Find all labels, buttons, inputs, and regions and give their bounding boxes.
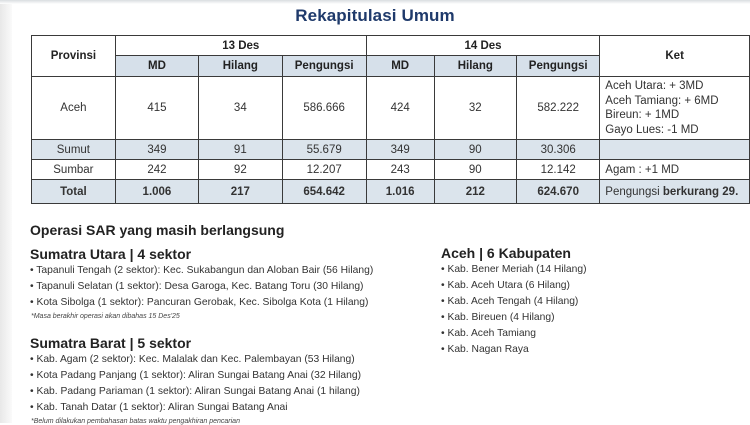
cell-total-label: Total [32, 180, 116, 204]
list-item: • Kab. Bireuen (4 Hilang) [441, 312, 555, 323]
list-item: • Kota Padang Panjang (1 sektor): Aliran Sungai Batang Anai (32 Hilang) [30, 370, 362, 381]
ket-line: Aceh Tamiang: + 6MD [605, 94, 719, 107]
cell-hilang-14: 32 [434, 77, 517, 140]
cell-md-14: 349 [366, 140, 434, 160]
list-item: • Kota Sibolga (1 sektor): Pancuran Gerobak, Kec. Sibolga Kota (1 Hilang) [30, 297, 369, 308]
header-ket: Ket [600, 36, 750, 77]
cell-provinsi: Aceh [32, 77, 116, 140]
cell-hilang-14: 90 [434, 140, 517, 160]
sar-heading: Operasi SAR yang masih berlangsung [30, 222, 285, 238]
list-item: • Tapanuli Selatan (1 sektor): Desa Garoga, Kec. Batang Toru (30 Hilang) [30, 281, 364, 292]
cell-hilang-14: 90 [434, 160, 517, 180]
header-pengungsi-14: Pengungsi [517, 56, 600, 77]
list-item: • Kab. Bener Meriah (14 Hilang) [441, 264, 587, 275]
sumbar-note: *Belum dilakukan pembahasan batas waktu pengakhiran pencarian [31, 418, 240, 425]
page-left-edge [0, 0, 12, 423]
table-row-sumbar [32, 160, 750, 180]
list-item: • Kab. Agam (2 sektor): Kec. Malalak dan Kec. Palembayan (53 Hilang) [30, 354, 355, 365]
ket-bold: berkurang 29. [662, 185, 739, 198]
page-top-edge [0, 0, 750, 4]
table-row-sumut [32, 140, 750, 160]
cell-md-13: 349 [115, 140, 198, 160]
header-md-14: MD [366, 56, 434, 77]
ket-line: Bireun: + 1MD [605, 109, 680, 121]
cell-hilang-13: 91 [199, 140, 282, 160]
header-md-13: MD [115, 56, 198, 77]
aceh-heading: Aceh | 6 Kabupaten [441, 245, 571, 261]
cell-total-pengungsi-13: 654.642 [282, 180, 366, 204]
header-date-13: 13 Des [115, 36, 366, 56]
list-item: • Kab. Aceh Utara (6 Hilang) [441, 280, 570, 291]
sumut-heading: Sumatra Utara | 4 sektor [30, 246, 192, 262]
ket-line: Aceh Utara: + 3MD [605, 80, 704, 92]
cell-provinsi: Sumut [32, 140, 116, 160]
list-item: • Kab. Padang Pariaman (1 sektor): Aliran Sungai Batang Anai (1 hilang) [30, 386, 360, 397]
cell-pengungsi-13: 55.679 [282, 140, 366, 160]
header-hilang-13: Hilang [199, 56, 282, 77]
cell-total-md-14: 1.016 [366, 180, 434, 204]
cell-pengungsi-14: 12.142 [517, 160, 600, 180]
cell-md-14: 424 [366, 77, 434, 140]
cell-md-13: 415 [115, 77, 198, 140]
header-hilang-14: Hilang [434, 56, 517, 77]
page-title: Rekapitulasi Umum [295, 6, 455, 25]
cell-hilang-13: 34 [199, 77, 282, 140]
list-item: • Kab. Aceh Tengah (4 Hilang) [441, 296, 579, 307]
list-item: • Kab. Tanah Datar (1 sektor): Aliran Sungai Batang Anai [30, 402, 288, 413]
sumbar-list [30, 352, 361, 416]
cell-total-hilang-14: 212 [434, 180, 517, 204]
cell-pengungsi-14: 30.306 [517, 140, 600, 160]
list-item: • Kab. Nagan Raya [441, 344, 529, 355]
cell-pengungsi-13: 12.207 [282, 160, 366, 180]
sumbar-heading: Sumatra Barat | 5 sektor [30, 335, 192, 351]
cell-pengungsi-14: 582.222 [517, 77, 600, 140]
cell-md-13: 242 [115, 160, 198, 180]
list-item: • Tapanuli Tengah (2 sektor): Kec. Sukabangun dan Aloban Bair (56 Hilang) [30, 265, 374, 276]
table-row-aceh [32, 77, 750, 140]
ket-prefix: Pengungsi [605, 185, 663, 198]
header-provinsi: Provinsi [32, 36, 116, 77]
cell-total-md-13: 1.006 [115, 180, 198, 204]
cell-hilang-13: 92 [199, 160, 282, 180]
cell-total-pengungsi-14: 624.670 [517, 180, 600, 204]
header-pengungsi-13: Pengungsi [282, 56, 366, 77]
cell-total-hilang-13: 217 [199, 180, 282, 204]
cell-ket [600, 140, 750, 160]
aceh-list [441, 262, 587, 358]
header-row-dates [32, 36, 750, 56]
cell-md-14: 243 [366, 160, 434, 180]
cell-total-ket [600, 180, 750, 204]
recap-table [31, 35, 750, 204]
ket-line: Gayo Lues: -1 MD [605, 123, 699, 136]
sumut-note: *Masa berakhir operasi akan dibahas 15 Des'25 [31, 313, 180, 320]
cell-ket: Agam : +1 MD [600, 160, 750, 180]
header-date-14: 14 Des [366, 36, 600, 56]
list-item: • Kab. Aceh Tamiang [441, 328, 537, 339]
cell-pengungsi-13: 586.666 [282, 77, 366, 140]
cell-provinsi: Sumbar [32, 160, 116, 180]
table-row-total [32, 180, 750, 204]
sumut-list [30, 263, 373, 311]
cell-ket [600, 77, 750, 140]
